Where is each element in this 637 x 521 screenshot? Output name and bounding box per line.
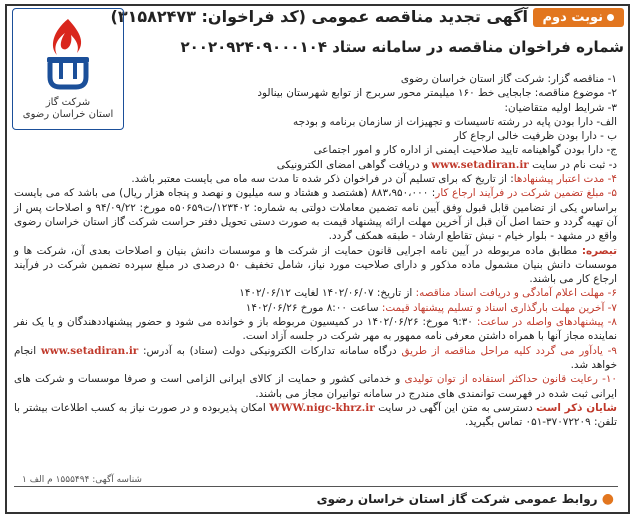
- note-label: تبصره:: [581, 244, 617, 257]
- item-2: ۲- موضوع مناقصه: جابجایی خط ۱۶۰ میلیمتر محور سربرج از توابع شهرستان بینالود: [257, 87, 617, 100]
- item-3d: [14, 158, 617, 172]
- item-8-text: ۹:۳۰ مورخ: ۱۴۰۲/۰۶/۲۶ در کمیسیون مربوطه باز و خوانده می شود و حضور پیشنهاددهندگان و یا یک نفر نماینده مجاز آنها با همراه داشتن معرفی نامه ممهور به مهر شرکت در جلسه آزاد است.: [14, 316, 617, 343]
- item-9: [14, 344, 617, 373]
- extra-info: [14, 401, 617, 430]
- item-3b: ب - دارا بودن ظرفیت خالی ارجاع کار: [453, 130, 617, 143]
- item-6-text: از تاریخ: ۱۴۰۲/۰۶/۰۷ لغایت ۱۴۰۲/۰۶/۱۲: [239, 287, 413, 300]
- ad-code: شناسه آگهی: ۱۵۵۵۴۹۴ م الف ۱: [22, 475, 142, 485]
- item-5-label: ۵- مبلغ تضمین شرکت در فرآیند ارجاع کار: [435, 187, 617, 200]
- bullet-dot-icon: ●: [601, 491, 614, 507]
- item-6-label: ۶- مهلت اعلام آمادگی و دریافت اسناد مناقصه:: [415, 287, 617, 300]
- item-9-end: انجام خواهد شد.: [14, 344, 617, 371]
- item-9-text: درگاه سامانه تدارکات الکترونیکی دولت (ستاد) به آدرس:: [143, 344, 397, 357]
- publisher: [317, 491, 614, 507]
- item-4-text: : از تاریخ که برای تسلیم آن در فراخوان ذکر شده تا مدت سه ماه می بایست معتبر باشد.: [131, 173, 514, 186]
- ad-body: [14, 72, 617, 429]
- round-badge: [533, 8, 624, 27]
- logo-org-line1: شرکت گاز: [45, 97, 91, 108]
- setadiran-link[interactable]: www.setadiran.ir: [431, 158, 529, 171]
- item-4-label: ۴- مدت اعتبار پیشنهادها: [513, 173, 617, 186]
- item-9-label: ۹- یادآور می گردد کلیه مراحل مناقصه از طریق: [401, 344, 617, 357]
- nigc-khrz-link[interactable]: WWW.nigc-khrz.ir: [269, 401, 375, 414]
- publisher-label: روابط عمومی شرکت گاز استان خراسان رضوی: [316, 492, 598, 506]
- note: [14, 244, 617, 287]
- bullet-dot-icon: [607, 14, 614, 21]
- item-10-text: و خدماتی کشور و حمایت از کالای ایرانی الزامی است و صرفا موسسات و شرکت های ایرانی ثبت شده در فهرست توانمندی های مندرج در سامانه توانیران مجاز می باشند.: [14, 373, 617, 400]
- item-3c: ج- دارا بودن گواهینامه تایید صلاحیت ایمنی از اداره کار و امور اجتماعی: [313, 144, 617, 157]
- item-7-label: ۷- آخرین مهلت بارگذاری اسناد و تسلیم پیشنهاد قیمت:: [381, 301, 617, 314]
- extra-text-1: دسترسی به متن این آگهی در سایت: [378, 401, 533, 414]
- extra-label: شایان ذکر است: [536, 401, 617, 414]
- item-1: ۱- مناقصه گزار: شرکت گاز استان خراسان رضوی: [400, 73, 617, 85]
- item-3d-suffix: و دریافت گواهی امضای الکترونیکی: [276, 158, 429, 171]
- item-5-text: : ۸۸۳،۹۵۰،۰۰۰ (هشتصد و هشتاد و سه میلیون و نهصد و پنجاه هزار ریال) می باشد که می بایست براساس یکی از تضامین قابل قبول وفق آیین نامه تضمین معاملات دولتی به شماره: ۱۲۳۴۰۲/ت۵۰۶۵۹ه مورخ: ۹۴/۰۹/۲۲ و اصلاحات پس از آن تهیه گردد و حتما اصل آن قبل از آخرین مهلت ارائه پیشنهاد قیمت به صورت دستی تحویل دفتر حراست شرکت گاز استان خراسان رضوی واقع در مشهد - بلوار خیام - نبش تقاطع ارشاد - طبقه همکف گردد.: [14, 187, 617, 243]
- item-10-label: ۱۰- رعایت قانون حداکثر استفاده از توان تولیدی: [404, 373, 618, 386]
- extra-text-2: امکان پذیربوده و در صورت نیاز به کسب اطلاعات بیشتر با تلفن: ۳۷۰۷۲۲۰۹-۰۵۱ تماس بگیرید.: [14, 401, 617, 429]
- item-8-label: ۸- پیشنهادهای واصله در ساعت:: [476, 316, 617, 329]
- note-text: مطابق ماده مربوطه در آیین نامه اجرایی قانون حمایت از شرکت ها و موسسات دانش بنیان و اصلاحات بعدی آن، شرکت ها و موسسات دانش بنیان مشمول ماده مذکور و دارای صلاحیت مورد نیاز، شامل تخفیف ۵۰ درصدی در مبلغ سپرده تضمین شرکت در فرآیند ارجاع کار می باشند.: [14, 244, 618, 286]
- item-5: [14, 186, 617, 243]
- item-7: [14, 301, 617, 315]
- item-8: [14, 315, 617, 344]
- item-3: ۳- شرایط اولیه متقاضیان:: [504, 101, 617, 114]
- item-3d-prefix: د- ثبت نام در سایت: [532, 158, 617, 171]
- ad-title: آگهی تجدید مناقصه عمومی (کد فراخوان: ۳۱۵۸۲۴۷۳): [110, 7, 528, 26]
- ad-footer: [14, 475, 618, 509]
- item-10: [14, 372, 617, 401]
- item-3a: الف- دارا بودن پایه در رشته تاسیسات و تجهیزات از سازمان برنامه و بودجه: [293, 115, 617, 128]
- item-6: [14, 286, 617, 300]
- round-badge-label: نوبت دوم: [542, 10, 603, 25]
- logo-org-line2: استان خراسان رضوی: [22, 109, 114, 120]
- ad-subtitle: شماره فراخوان مناقصه در سامانه ستاد ۲۰۰۲۰۹۲۴۰۹۰۰۰۱۰۴: [180, 38, 624, 56]
- item-7-text: ساعت ۸:۰۰ مورخ ۱۴۰۲/۰۶/۲۶: [245, 301, 379, 314]
- setadiran-link-2[interactable]: www.setadiran.ir: [40, 344, 139, 357]
- ad-header: [110, 6, 626, 68]
- item-4: [14, 172, 617, 186]
